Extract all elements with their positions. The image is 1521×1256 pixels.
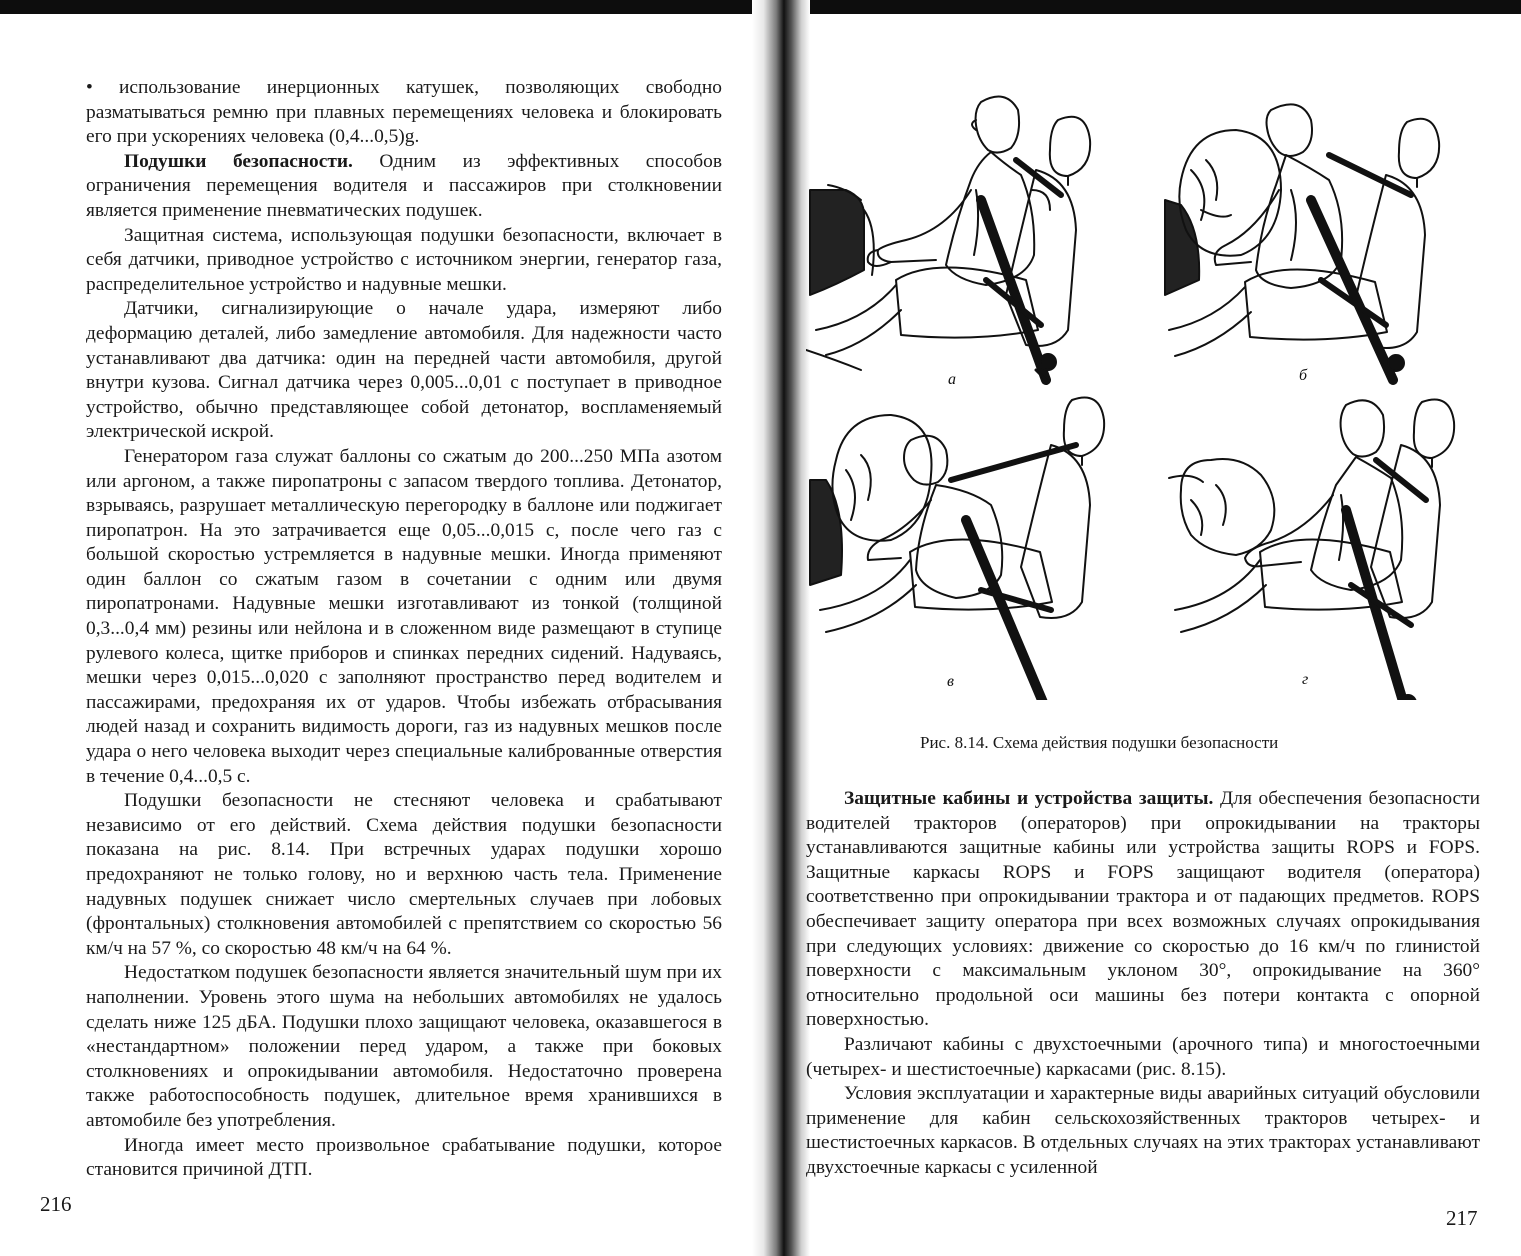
right-page-paragraph-text: Для обеспечения безопасности водителей тракторов (операторов) при опрокидывании на тракторы устанавливаются защитные кабины или устройства защиты ROPS и FOPS. Защитные каркасы ROPS и FOPS защищают водителя (оператора) соответственно при опрокидывании трактора и от падающих предметов. ROPS обеспечивает защиту оператора при всех возможных случаях опрокидывания при следующих условиях: движение со скоростью до 16 км/ч по глинистой поверхности с максимальным уклоном 30°, опрокидывание на 360° относительно продольной оси машины без потери контакта с опорной поверхностью. bbox=[806, 788, 1480, 1031]
right-page-paragraph-heading: Защитные кабины и устройства защиты. bbox=[844, 788, 1214, 809]
figure-label-b: б bbox=[1299, 367, 1308, 384]
figure-label-v: в bbox=[947, 673, 954, 690]
airbag-figure bbox=[806, 80, 1496, 700]
right-page-paragraph bbox=[806, 1033, 1480, 1082]
left-page-paragraph-text: • использование инерционных катушек, позволяющих свободно разматываться ремню при плавных перемещениях человека и блокировать его при ускорениях человека (0,4...0,5)g. bbox=[86, 77, 722, 148]
left-page-paragraph bbox=[86, 76, 722, 150]
left-page-paragraph bbox=[86, 1134, 722, 1183]
right-page-paragraph bbox=[806, 1082, 1480, 1180]
left-page-paragraph-text: Иногда имеет место произвольное срабатывание подушки, которое становится причиной ДТП. bbox=[86, 1134, 722, 1181]
right-page-paragraph bbox=[806, 787, 1480, 1033]
right-page-text bbox=[806, 787, 1480, 1181]
left-page-paragraph bbox=[86, 297, 722, 445]
figure-panel-g bbox=[1169, 400, 1454, 701]
left-page-text bbox=[86, 76, 722, 1183]
left-page-paragraph-text: Одним из эффективных способов ограничения перемещения водителя и пассажиров при столкновении является применение пневматических подушек. bbox=[86, 150, 722, 221]
left-page-paragraph bbox=[86, 224, 722, 298]
left-page-paragraph bbox=[86, 150, 722, 224]
left-page-paragraph-text: Недостатком подушек безопасности является значительный шум при их наполнении. Уровень этого шума на небольших автомобилях не удалось сделать ниже 125 дБА. Подушки плохо защищают человека, оказавшегося в «нестандартном» положении перед ударом, а также при боковых столкновениях и опрокидывании автомобиля. Недостаточно проверена также работоспособность подушек, длительное время хранившихся в автомобиле без употребления. bbox=[86, 962, 722, 1131]
left-page-number: 216 bbox=[40, 1192, 72, 1216]
left-page-paragraph bbox=[86, 445, 722, 789]
left-page-paragraph-text: Подушки безопасности не стесняют человека и срабатывают независимо от его действий. Схема действия подушки безопасности показана на рис. 8.14. При встречных ударах подушки хорошо предохраняют не только голову, но и верхнюю часть тела. Применение надувных подушек снижает число смертельных случаев при лобовых (фронтальных) столкновения автомобилей с препятствием со скоростью 56 км/ч на 57 %, со скоростью 48 км/ч на 64 %. bbox=[86, 790, 722, 959]
left-page-paragraph bbox=[86, 789, 722, 961]
figure-panel-v bbox=[810, 398, 1104, 701]
left-page-paragraph-text: Защитная система, использующая подушки безопасности, включает в себя датчики, приводное устройство с источником энергии, генератор газа, распределительное устройство и надувные мешки. bbox=[86, 224, 722, 295]
figure-panel-b bbox=[1165, 104, 1439, 380]
left-page-paragraph-text: Генератором газа служат баллоны со сжатым до 200...250 МПа азотом или аргоном, а также пиропатроны с запасом твердого топлива. Детонатор, взрываясь, разрушает металлическую перегородку в баллоне или поджигает пиропатрон. На это затрачивается еще 0,05...0,015 с, после чего газ с большой скоростью устремляется в надувные мешки. Иногда применяют один баллон со сжатым газом в сочетании с одним или двумя пиропатронами. Надувные мешки изготавливают из тонкой (толщиной 0,3...0,4 мм) резины или нейлона и в сложенном виде размещают в ступице рулевого колеса, щитке приборов и спинках передних сидений. Надуваясь, мешки через 0,015...0,020 с заполняют пространство перед водителем и пассажирами, предохраняя их от ударов. Чтобы избежать отбрасывания людей назад и сохранить видимость дороги, газ из надувных мешков после удара о него человека выходит через специальные калиброванные отверстия в течение 0,4...0,5 с. bbox=[86, 445, 722, 787]
figure-panel-a bbox=[806, 97, 1090, 380]
left-page-paragraph bbox=[86, 961, 722, 1133]
figure-caption: Рис. 8.14. Схема действия подушки безопасности bbox=[920, 733, 1279, 752]
right-page-number: 217 bbox=[1446, 1206, 1478, 1230]
left-page-paragraph-heading: Подушки безопасности. bbox=[124, 150, 353, 172]
left-page-paragraph-text: Датчики, сигнализирующие о начале удара, измеряют либо деформацию деталей, либо замедление автомобиля. Для надежности часто устанавливают два датчика: один на передней части автомобиля, другой внутри кузова. Сигнал датчика через 0,005...0,01 с поступает в приводное устройство, обычно представляющее собой детонатор, воспламеняемый электрической искрой. bbox=[86, 298, 722, 443]
left-page bbox=[0, 0, 760, 1256]
right-page-paragraph-text: Условия эксплуатации и характерные виды аварийных ситуаций обусловили применение для кабин сельскохозяйственных тракторов четырех- и шестистоечных каркасов. В отдельных случаях на этих тракторах устанавливают двухстоечные каркасы с усиленной bbox=[806, 1083, 1480, 1178]
figure-label-g: г bbox=[1302, 671, 1309, 688]
figure-label-a: а bbox=[948, 371, 956, 388]
right-page-paragraph-text: Различают кабины с двухстоечными (арочного типа) и многостоечными (четырех- и шестистоечные) каркасами (рис. 8.15). bbox=[806, 1033, 1480, 1080]
